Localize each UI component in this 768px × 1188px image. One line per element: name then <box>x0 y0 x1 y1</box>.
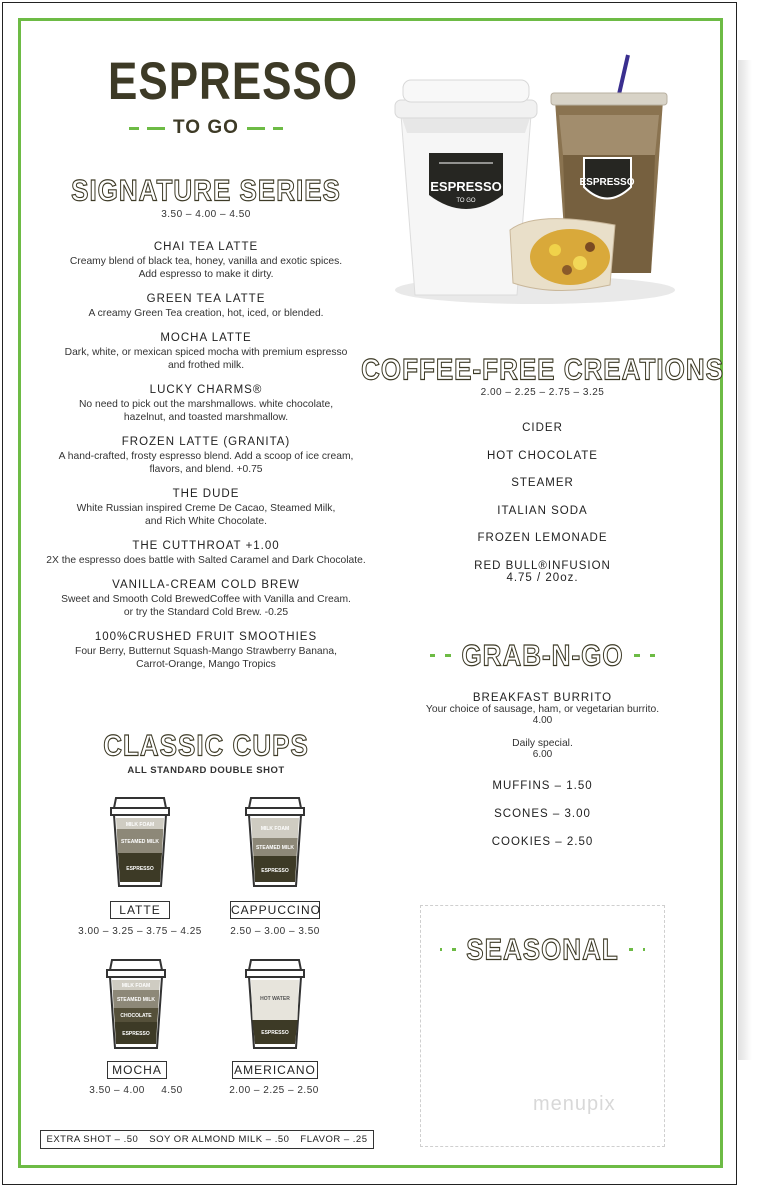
menu-item-price: 4.00 <box>532 715 553 726</box>
menu-item: SCONES – 3.00 <box>494 808 591 820</box>
menu-item: ITALIAN SODA <box>497 505 588 517</box>
mocha-label: MOCHA <box>107 1061 167 1079</box>
redbull-price: 4.75 / 20oz. <box>506 572 579 584</box>
latte-prices: 3.00 – 3.25 – 3.75 – 4.25 <box>78 926 202 937</box>
signature-prices: 3.50 – 4.00 – 4.50 <box>161 209 251 220</box>
menu-item: LUCKY CHARMS® No need to pick out the marshmallows. white chocolate, hazelnut, and toasted marshmallow. <box>78 384 334 423</box>
watermark: menupix <box>533 1093 616 1115</box>
svg-text:STEAMED MILK: STEAMED MILK <box>120 839 160 845</box>
menu-item: CIDER <box>522 422 563 434</box>
mocha-cup-illustration <box>104 958 168 1050</box>
daily-special: Daily special. <box>512 738 573 749</box>
cappuccino-label: CAPPUCCINO <box>231 903 322 917</box>
brand-logo-title: ESPRESSO <box>108 52 359 111</box>
svg-text:STEAMED MILK: STEAMED MILK <box>116 997 156 1003</box>
svg-text:STEAMED MILK: STEAMED MILK <box>255 845 295 851</box>
menu-item-name: BREAKFAST BURRITO <box>472 692 613 704</box>
svg-text:MILK FOAM: MILK FOAM <box>121 983 151 989</box>
daily-special-price: 6.00 <box>532 749 553 760</box>
menu-item: RED BULL®INFUSION <box>474 560 611 572</box>
mocha-prices: 3.50 – 4.00 4.50 <box>89 1085 183 1096</box>
menu-item: THE CUTTHROAT +1.00 2X the espresso does battle with Salted Caramel and Dark Chocolate. <box>46 540 366 566</box>
grab-n-go-items <box>410 692 675 848</box>
americano-prices: 2.00 – 2.25 – 2.50 <box>229 1085 319 1096</box>
menu-item-desc: Your choice of sausage, ham, or vegetarian burrito. <box>425 704 660 715</box>
menu-item: 100%CRUSHED FRUIT SMOOTHIES Four Berry, Butternut Squash-Mango Strawberry Banana, Carrot-Orange, Mango Tropics <box>75 631 337 670</box>
flavor: FLAVOR – .25 <box>300 1134 368 1145</box>
seasonal-heading: SEASONAL <box>440 934 645 965</box>
coffee-free-prices: 2.00 – 2.25 – 2.75 – 3.25 <box>480 387 605 398</box>
hot-cup-logo-text: ESPRESSO <box>430 179 502 194</box>
product-photo <box>385 45 685 310</box>
soy-almond-milk: SOY OR ALMOND MILK – .50 <box>149 1134 290 1145</box>
extras-bar <box>40 1130 374 1149</box>
classic-cups-heading: CLASSIC CUPS <box>103 727 309 763</box>
menu-item: FROZEN LEMONADE <box>477 532 608 544</box>
svg-text:HOT WATER: HOT WATER <box>260 996 290 1002</box>
brand-logo-subtitle: TO GO <box>108 117 304 139</box>
menu-item: CHAI TEA LATTE Creamy blend of black tea, honey, vanilla and exotic spices. Add espresso to make it dirty. <box>69 241 343 280</box>
svg-text:CHOCOLATE: CHOCOLATE <box>120 1013 152 1019</box>
cappuccino-cup-illustration <box>243 796 307 888</box>
svg-text:ESPRESSO: ESPRESSO <box>261 1030 289 1036</box>
svg-text:MILK FOAM: MILK FOAM <box>260 826 290 832</box>
menu-item: STEAMER <box>511 477 574 489</box>
svg-text:ESPRESSO: ESPRESSO <box>122 1031 150 1037</box>
grab-n-go-heading: GRAB-N-GO <box>430 640 655 671</box>
svg-text:ESPRESSO: ESPRESSO <box>126 866 154 872</box>
menu-item: MUFFINS – 1.50 <box>492 780 593 792</box>
menu-item: FROZEN LATTE (GRANITA) A hand-crafted, frosty espresso blend. Add a scoop of ice cream, flavors, and blend. +0.75 <box>58 436 354 475</box>
menu-item: HOT CHOCOLATE <box>487 450 598 462</box>
americano-cup-illustration <box>243 958 307 1050</box>
page-shadow <box>738 60 752 1060</box>
cappuccino-prices: 2.50 – 3.00 – 3.50 <box>230 926 320 937</box>
signature-series-heading: SIGNATURE SERIES <box>71 172 341 208</box>
menu-item: COOKIES – 2.50 <box>491 836 594 848</box>
latte-cup-illustration <box>108 796 172 888</box>
classic-cups-subtitle: ALL STANDARD DOUBLE SHOT <box>127 765 285 776</box>
americano-label: AMERICANO <box>232 1061 318 1079</box>
svg-text:MILK FOAM: MILK FOAM <box>125 822 155 828</box>
extra-shot: EXTRA SHOT – .50 <box>46 1134 139 1145</box>
signature-items <box>30 241 382 683</box>
menu-item: MOCHA LATTE Dark, white, or mexican spiced mocha with premium espresso and frothed milk. <box>64 332 348 371</box>
coffee-free-items <box>410 422 675 584</box>
menu-item: GREEN TEA LATTE A creamy Green Tea creation, hot, iced, or blended. <box>88 293 324 319</box>
coffee-free-heading: COFFEE-FREE CREATIONS <box>361 351 724 387</box>
menu-item: VANILLA-CREAM COLD BREW Sweet and Smooth Cold BrewedCoffee with Vanilla and Cream. or try the Standard Cold Brew. -0.25 <box>61 579 351 618</box>
svg-text:ESPRESSO: ESPRESSO <box>261 868 289 874</box>
menu-item: THE DUDE White Russian inspired Creme De Cacao, Steamed Milk, and Rich White Chocolate. <box>76 488 336 527</box>
latte-label: LATTE <box>110 901 170 919</box>
hot-cup-logo-sub: TO GO <box>456 198 476 204</box>
iced-cup-logo-text: ESPRESSO <box>579 177 635 188</box>
